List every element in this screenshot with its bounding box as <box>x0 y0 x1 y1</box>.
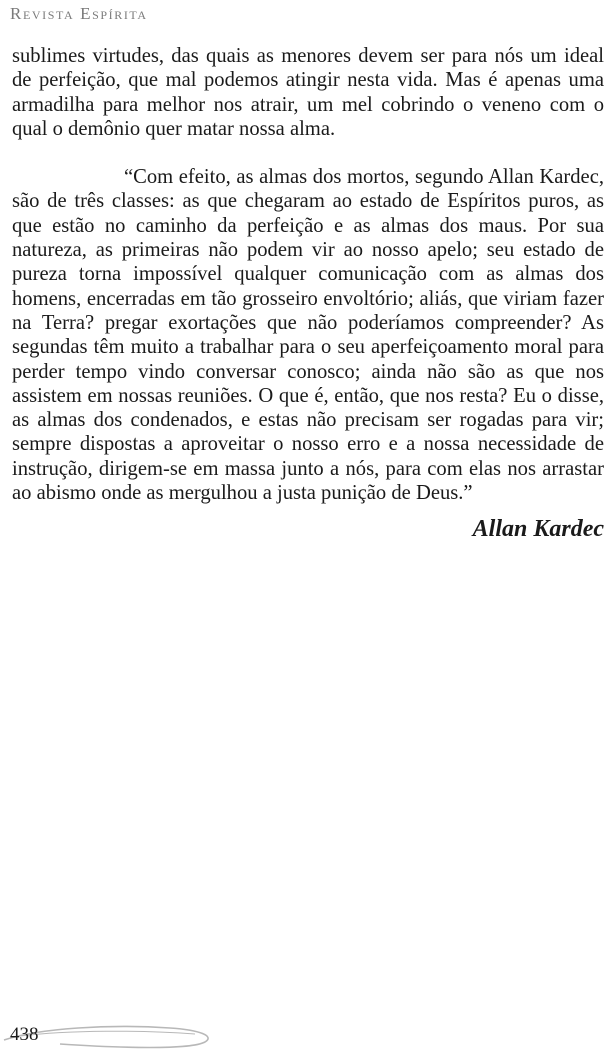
paragraph-gap <box>12 141 604 165</box>
paragraph-quotation: “Com efeito, as almas dos mortos, segundo Allan Kardec, são de três classes: as que chegaram ao estado de Espíritos puros, as que estão no caminho da perfeição e as almas dos maus. Por sua natureza, as primeiras não podem vir ao nosso apelo; seu estado de pureza torna impossível qualquer comunicação com as almas dos homens, encerradas em tão grosseiro envoltório; aliás, que viriam fazer na Terra? pregar exortações que não poderíamos compreender? As segundas têm muito a trabalhar para o seu aperfeiçoamento moral para perder tempo vindo conversar conosco; ainda não são as que nos assistem em nossas reuniões. O que é, então, que nos resta? Eu o disse, as almas dos condenados, e estas não precisam ser rogadas para vir; sempre dispostas a aproveitar o nosso erro e a nossa necessidade de instrução, dirigem-se em massa junto a nós, para com elas nos arrastar ao abismo onde as mergulhou a justa punição de Deus.” <box>12 166 604 505</box>
page-body <box>12 44 604 543</box>
signature: Allan Kardec <box>472 516 604 543</box>
paragraph-continuation: sublimes virtudes, das quais as menores devem ser para nós um ideal de perfeição, que mal podemos atingir nesta vida. Mas é apenas uma armadilha para melhor nos atrair, um mel cobrindo o veneno com o qual o demônio quer matar nossa alma. <box>12 45 604 140</box>
page-number: 438 <box>10 1024 39 1045</box>
running-head: Revista Espírita <box>10 4 148 23</box>
